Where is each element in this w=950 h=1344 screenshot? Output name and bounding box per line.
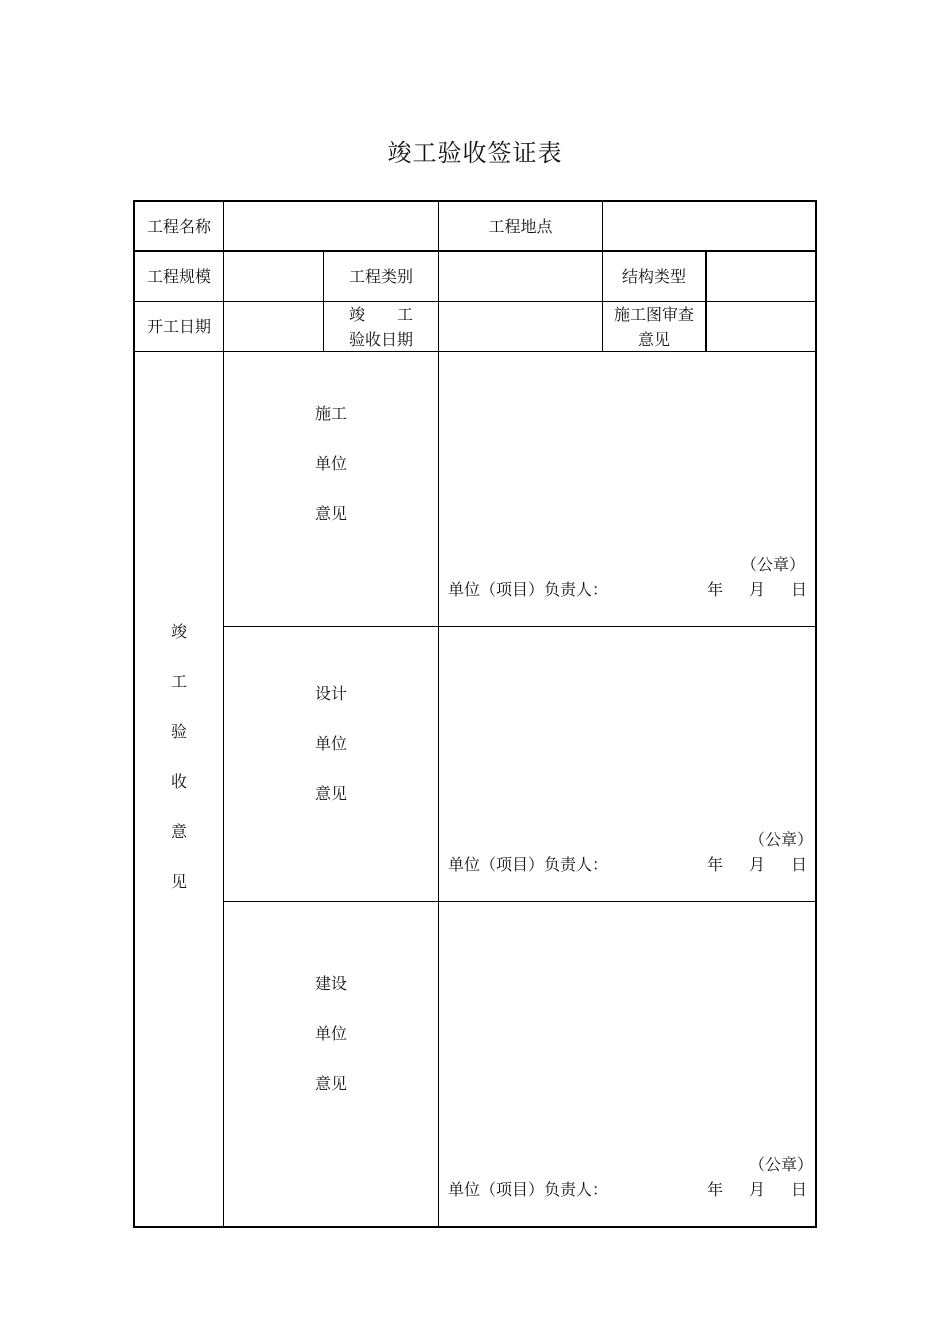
side-char: 竣 xyxy=(170,622,187,641)
opinion-label-line: 单位 xyxy=(314,454,347,473)
structure-type-field[interactable] xyxy=(707,252,815,301)
completion-acceptance-opinion-label xyxy=(135,352,223,1226)
form-title: 竣工验收签证表 xyxy=(387,139,563,167)
start-date-field[interactable] xyxy=(224,302,323,351)
responsible-person-label: 单位（项目）负责人： xyxy=(448,1180,609,1199)
structure-type-label: 结构类型 xyxy=(621,267,686,286)
project-category-field[interactable] xyxy=(439,252,602,301)
drawing-review-label xyxy=(603,302,705,351)
project-name-field[interactable] xyxy=(224,202,438,250)
project-scale-field[interactable] xyxy=(224,252,323,301)
year-label: 年 xyxy=(707,855,724,874)
side-char: 工 xyxy=(170,672,187,691)
month-label: 月 xyxy=(749,855,766,874)
month-label: 月 xyxy=(749,1180,766,1199)
side-char: 收 xyxy=(170,772,187,791)
project-scale-label: 工程规模 xyxy=(146,267,211,286)
opinion-label-line: 施工 xyxy=(314,404,347,423)
opinion-label-line: 意见 xyxy=(314,504,347,523)
drawing-review-label-line1: 施工图审查 xyxy=(613,304,694,324)
design-unit-opinion-field[interactable] xyxy=(439,627,815,901)
opinion-label-line: 意见 xyxy=(314,784,347,803)
owner-unit-opinion-label xyxy=(224,902,438,1226)
seal-label: （公章） xyxy=(749,1155,814,1174)
opinion-label-line: 设计 xyxy=(314,684,347,703)
construction-unit-opinion-field[interactable] xyxy=(439,352,815,626)
opinion-label-line: 单位 xyxy=(314,1024,347,1043)
owner-unit-opinion-field[interactable] xyxy=(439,902,815,1226)
opinion-label-line: 意见 xyxy=(314,1074,347,1093)
completion-date-label-line1: 竣 工 xyxy=(348,304,413,324)
acceptance-form-table xyxy=(133,200,817,1228)
opinion-label-line: 单位 xyxy=(314,734,347,753)
year-label: 年 xyxy=(707,1180,724,1199)
project-location-field[interactable] xyxy=(603,202,815,250)
side-char: 意 xyxy=(170,822,187,841)
drawing-review-label-line2: 意见 xyxy=(637,329,670,349)
design-unit-opinion-label xyxy=(224,627,438,901)
day-label: 日 xyxy=(791,580,808,599)
seal-label: （公章） xyxy=(741,555,806,574)
project-name-label: 工程名称 xyxy=(146,216,211,236)
completion-date-field[interactable] xyxy=(439,302,602,351)
completion-date-label xyxy=(324,302,438,351)
seal-label: （公章） xyxy=(749,830,814,849)
project-category-label: 工程类别 xyxy=(348,267,413,286)
year-label: 年 xyxy=(707,580,724,599)
opinion-label-line: 建设 xyxy=(314,974,347,993)
day-label: 日 xyxy=(791,855,808,874)
completion-date-label-line2: 验收日期 xyxy=(348,329,413,349)
side-char: 验 xyxy=(170,722,187,741)
month-label: 月 xyxy=(749,580,766,599)
day-label: 日 xyxy=(791,1180,808,1199)
project-location-label: 工程地点 xyxy=(488,216,553,236)
drawing-review-field[interactable] xyxy=(707,302,815,351)
responsible-person-label: 单位（项目）负责人： xyxy=(448,855,609,874)
responsible-person-label: 单位（项目）负责人： xyxy=(448,580,609,599)
start-date-label: 开工日期 xyxy=(146,317,211,336)
construction-unit-opinion-label xyxy=(224,352,438,626)
side-char: 见 xyxy=(170,872,187,891)
